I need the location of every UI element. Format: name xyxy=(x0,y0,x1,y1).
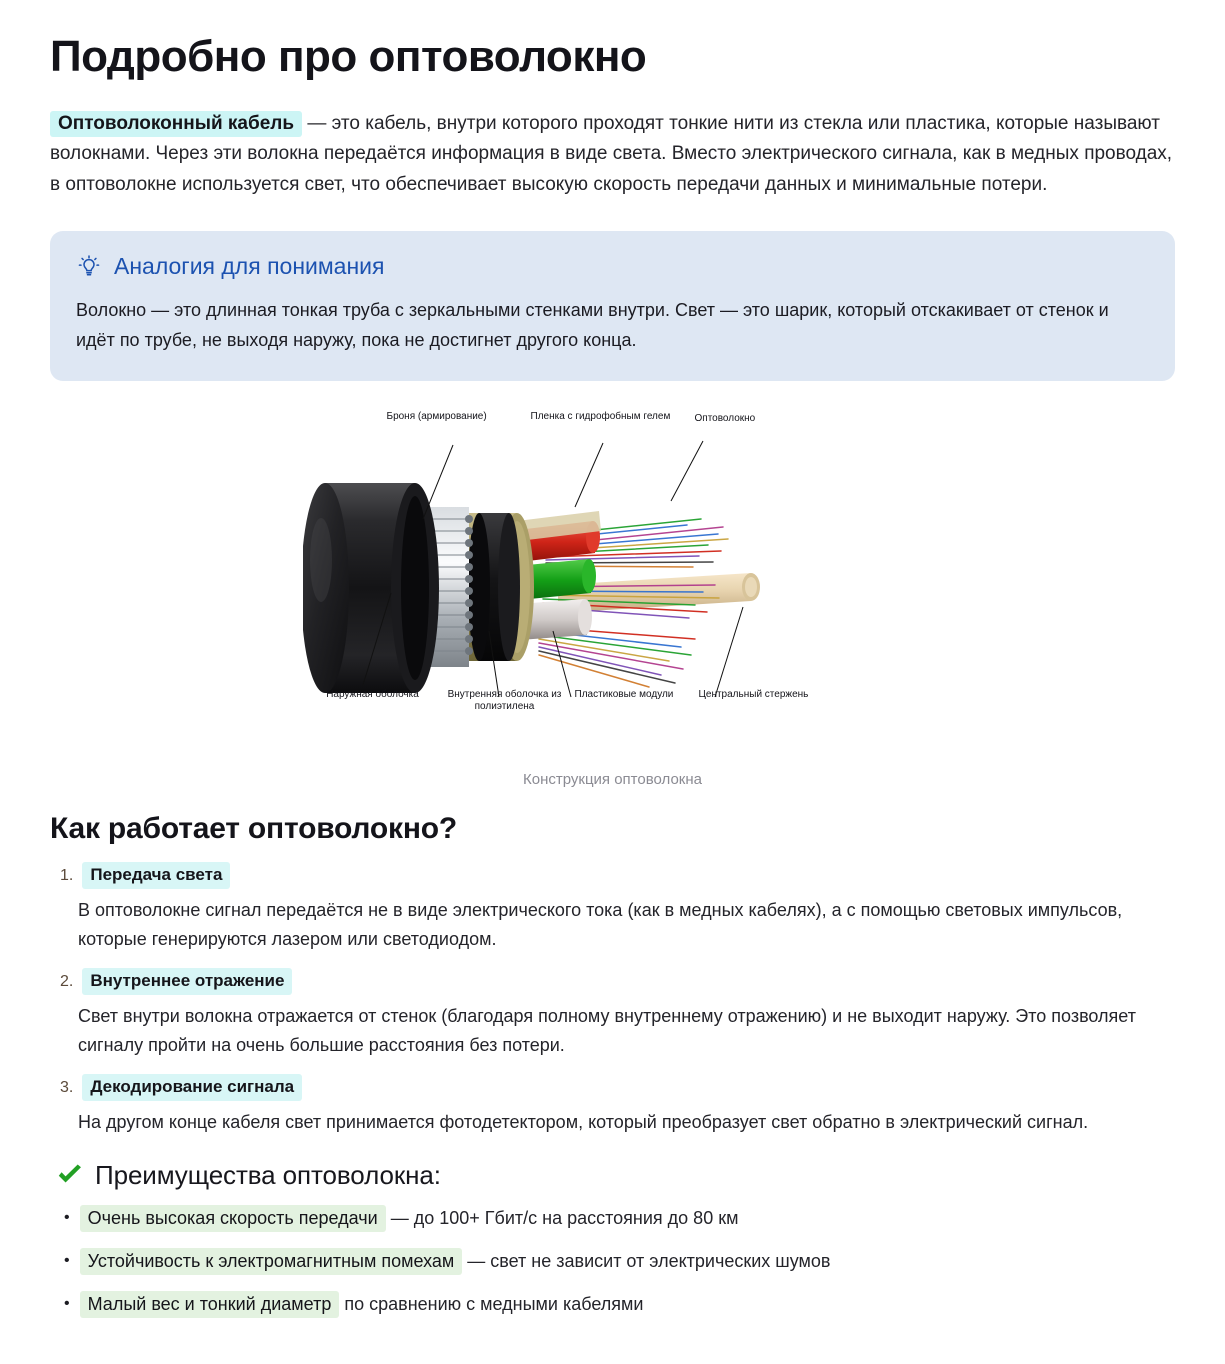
advantage-detail: по сравнению с медными кабелями xyxy=(339,1293,644,1314)
list-item xyxy=(50,1291,1175,1318)
callout-title: Аналогия для понимания xyxy=(114,252,385,279)
advantages-title: Преимущества оптоволокна: xyxy=(95,1159,441,1190)
fiber-cable-illustration xyxy=(303,435,923,715)
advantages-list xyxy=(50,1205,1175,1318)
figure-label-inner-sheath: Внутренняя оболочка из полиэтилена xyxy=(447,688,562,713)
advantage-term: Малый вес и тонкий диаметр xyxy=(80,1291,340,1318)
check-mark-icon xyxy=(56,1161,84,1189)
callout-header xyxy=(76,253,1149,281)
intro-highlighted-term: Оптоволоконный кабель xyxy=(50,111,302,137)
how-it-works-steps xyxy=(50,862,1175,1138)
figure-label-outer-sheath: Наружная оболочка xyxy=(326,688,419,700)
step-number: 3. xyxy=(60,1079,74,1097)
advantage-detail: — до 100+ Гбит/с на расстояния до 80 км xyxy=(385,1207,739,1228)
bullet-icon: • xyxy=(64,1294,70,1312)
step-number: 1. xyxy=(60,866,74,884)
step-body: В оптоволокне сигнал передаётся не в виде электрического тока (как в медных кабелях), а с помощью световых импульсов, которые генерируются лазером или светодиодом. xyxy=(78,899,1123,949)
step-body: На другом конце кабеля свет принимается фотодетектором, который преобразует свет обратно в электрический сигнал. xyxy=(78,1112,1089,1133)
step-item xyxy=(50,968,1175,1060)
intro-text: — это кабель, внутри которого проходят тонкие нити из стекла или пластика, которые называют волокнами. Через эти волокна передаётся информация в виде света. Вместо электрического сигнала, как в медных проводах, в оптоволокне используется свет, что обеспечивает высокую скорость передачи данных и минимальные потери. xyxy=(50,112,1173,196)
step-number: 2. xyxy=(60,973,74,991)
advantage-term: Устойчивость к электромагнитным помехам xyxy=(80,1248,463,1275)
analogy-callout xyxy=(50,231,1175,381)
step-label: Передача света xyxy=(82,862,230,889)
step-label: Внутреннее отражение xyxy=(82,968,292,995)
figure-label-armor: Броня (армирование) xyxy=(386,410,487,422)
advantage-detail: — свет не зависит от электрических шумов xyxy=(462,1250,831,1271)
step-body: Свет внутри волокна отражается от стенок (благодаря полному внутреннему отражению) и не выходит наружу. Это позволяет сигналу пройти на очень большие расстояния без потери. xyxy=(78,1006,1136,1056)
bullet-icon: • xyxy=(64,1208,70,1226)
lightbulb-icon xyxy=(76,254,102,280)
figure-label-plastic-modules: Пластиковые модули xyxy=(574,688,674,700)
advantages-header xyxy=(50,1160,1175,1191)
step-item xyxy=(50,862,1175,954)
figure-label-central-rod: Центральный стержень xyxy=(698,688,809,700)
figure-caption: Конструкция оптоволокна xyxy=(522,770,702,788)
step-header xyxy=(50,968,1175,995)
how-it-works-title: Как работает оптоволокно? xyxy=(50,811,457,845)
step-header xyxy=(50,862,1175,889)
figure-label-gel-film: Пленка с гидрофобным гелем xyxy=(530,410,671,422)
figure-stage xyxy=(303,411,923,761)
step-item xyxy=(50,1074,1175,1137)
step-header xyxy=(50,1074,1175,1101)
step-label: Декодирование сигнала xyxy=(82,1074,302,1101)
list-item xyxy=(50,1205,1175,1232)
callout-body: Волокно — это длинная тонкая труба с зеркальными стенками внутри. Свет — это шарик, который отскакивает от стенок и идёт по трубе, не выходя наружу, пока не достигнет другого конца. xyxy=(76,300,1109,350)
bullet-icon: • xyxy=(64,1251,70,1269)
page-title: Подробно про оптоволокно xyxy=(50,32,647,81)
figure-label-optical-fiber: Оптоволокно xyxy=(694,412,756,424)
list-item xyxy=(50,1248,1175,1275)
intro-paragraph xyxy=(50,109,1175,201)
advantage-term: Очень высокая скорость передачи xyxy=(80,1205,386,1232)
fiber-construction-figure xyxy=(50,411,1175,788)
